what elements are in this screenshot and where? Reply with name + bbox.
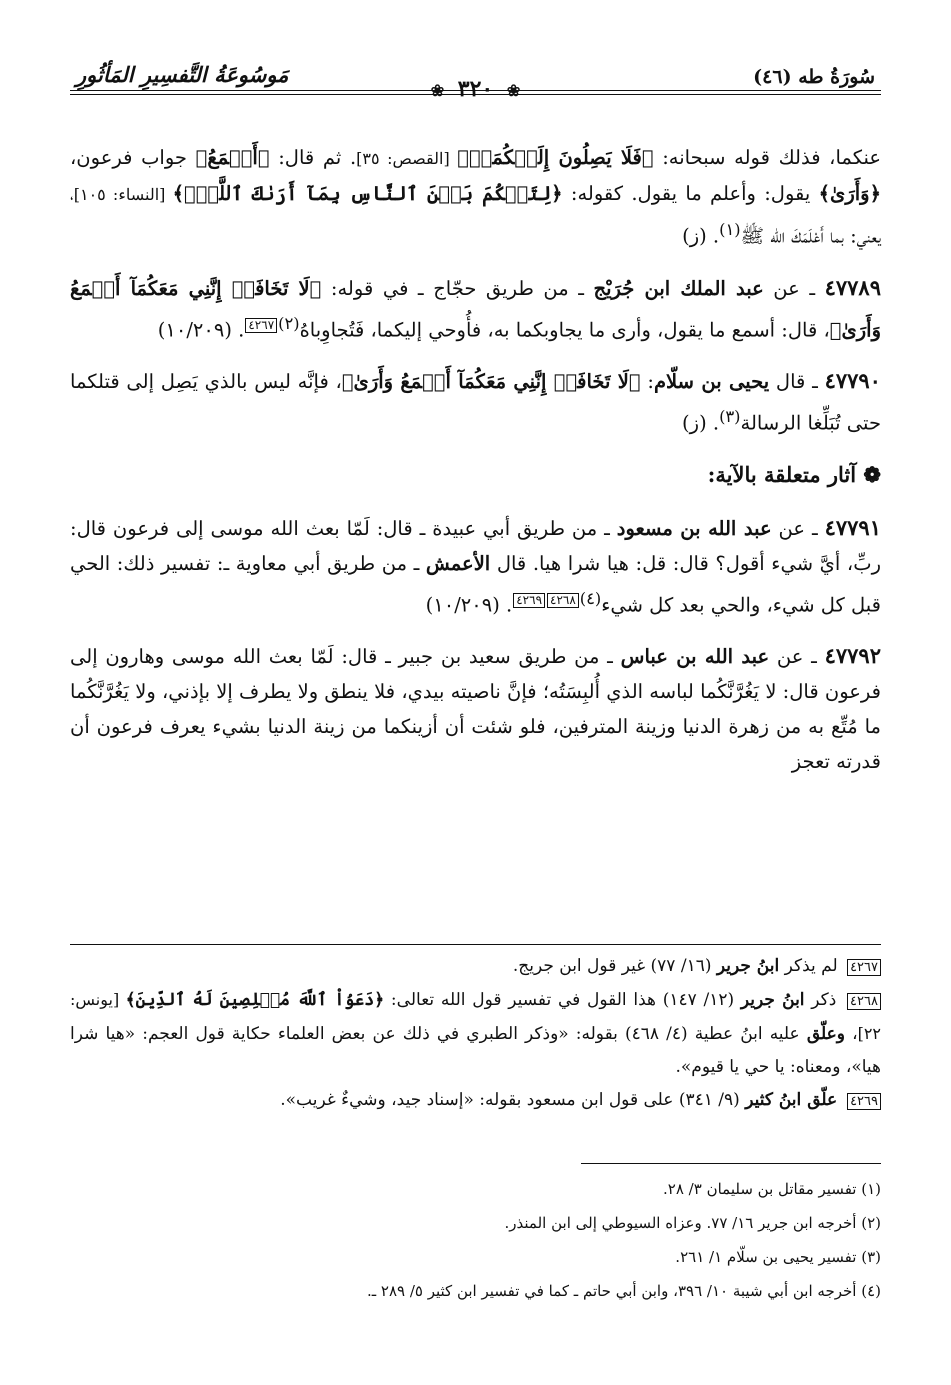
text: ـ عن [771,516,825,540]
main-text [70,140,881,795]
quran-quote: ﴿لَا تَخَافَآۖ إِنَّنِي مَعَكُمَآ أَسۡمَعُ وَأَرَىٰ﴾ [70,276,881,341]
header-rule [70,90,881,91]
text: ـ قال [769,370,825,393]
book-title: مَوسُوعَةُ التَّفسِيرِ المَأثُورِ [76,62,289,87]
quran-quote: ﴿وَأَرَىٰ﴾ [818,182,881,205]
ornament-icon: ❀ [506,81,521,100]
text: ـ من طريق سعيد بن جبير ـ قال: لَمّا بعث الله موسى وهارون إلى فرعون قال: لا يَغُرَّنَّكُما لباسه الذي أُلبِسَتُه؛ فإنَّ ناصيته بيدي، فلا ينطق ولا يطرف إلا بإذني، ولا يَغُرَّنَّكُما ما مُتِّع به من زهرة الدنيا وزينة المترفين، فلو شئت أن أزينكما من زينة الدنيا بشيء يعرف فرعون أن قدرته تعجز [70,645,881,773]
text: . ثم قال: [269,146,357,169]
text: ـ عن [763,276,825,300]
narrator-name: عبد الله بن عباس [620,645,770,668]
emphasis: علّق [807,1090,844,1110]
text: عليه ابنُ عطية (٤/ ٤٦٨) بقوله: «وذكر الطبري في ذلك عن بعض العلماء حكاية قول العجم: «هيا شرا هيا»، ومعناه: يا حي يا قيوم». [70,1024,881,1077]
text: ـ عن [769,645,825,668]
footnote-marker[interactable]: (٤) [579,588,602,608]
text: (٩/ ٣٤١) على قول ابن مسعود بقوله: «إسناد جيد، وشيءٌ غريب». [280,1090,746,1110]
quran-reference: [القصص: ٣٥] [356,149,458,168]
narration-47791 [70,510,881,623]
text: ، يعني: بما أَعْلَمَكَ الله ﷺ [70,182,881,248]
quran-reference: [النساء: ١٠٥] [73,185,173,204]
footnote-marker[interactable]: (٣) [719,407,741,426]
intro-paragraph [70,140,881,254]
narrator-name: الأعمش [425,551,491,575]
ornament-icon: ❀ [430,81,445,100]
note-ref-box[interactable]: ٤٢٦٨ [547,593,579,608]
text: . (ز) [682,411,720,435]
footnote: (٢) أخرجه ابن جرير ١٦/ ٧٧. وعزاه السيوطي إلى ابن المنذر. [504,1214,881,1232]
text: : [640,370,654,393]
footnotes [70,1172,881,1308]
text: . (ز) [682,224,720,248]
note-number-box: ٤٢٦٧ [847,959,881,976]
quran-quote: ﴿أَسۡمَعُ﴾ [195,146,270,169]
text: ـ من طريق أبي معاوية ـ: تفسير ذلك: الحي قبل كل شيء، والحي بعد كل شيء [70,551,881,616]
surah-title: سُورَةُ طه (٤٦) [753,66,875,88]
text: ـ من طريق حجّاج ـ في قوله: [321,276,594,300]
text: لم يذكر [779,956,844,976]
editor-notes [70,950,881,1117]
text: ذكر [804,990,844,1010]
quran-quote: ﴿دَعَوُاْ ٱللَّهَ مُخۡلِصِينَ لَهُ ٱلدِّينَ﴾ [125,990,385,1010]
text: ، فإنَّه ليس بالذي يَصِل إلى قتلكما حتى تُبَلِّغا الرسالة [70,370,881,435]
narrator-name: عبد الله بن مسعود [616,516,772,540]
note-ref-box[interactable]: ٤٢٦٧ [245,318,277,333]
footnote: (١) تفسير مقاتل بن سليمان ٣/ ٢٨. [663,1180,881,1198]
quran-quote: ﴿لَا تَخَافَآۖ إِنَّنِي مَعَكُمَآ أَسۡمَعُ وَأَرَىٰ﴾ [341,370,641,393]
note-4269 [70,1084,881,1117]
text: (١٢/ ١٤٧) هذا القول في تفسير قول الله تعالى: [384,990,741,1010]
footnotes-divider [581,1163,881,1164]
text: عنكما، فذلك قوله سبحانه: [653,146,881,169]
footnote-marker[interactable]: (١) [719,220,741,239]
footnote: (٣) تفسير يحيى بن سلّام ١/ ٢٦١. [675,1248,881,1266]
narration-number: ٤٧٧٩١ [824,514,881,540]
narration-number: ٤٧٧٨٩ [824,274,881,300]
notes-divider [70,944,881,945]
text: يقول: وأعلم ما يقول. كقوله: [562,182,819,205]
text: جواب فرعون، [70,146,196,169]
note-4268 [70,983,881,1084]
narration-number: ٤٧٧٩٠ [824,368,881,393]
header-rule-thin [70,94,881,95]
footnote-marker[interactable]: (٢) [278,313,300,333]
scholar-name: ابنُ جرير [716,956,780,976]
text: ، [844,1024,858,1044]
emphasis: وعلّق [806,1024,845,1044]
note-number-box: ٤٢٦٩ [847,1093,881,1110]
text: . (١٠/٢٠٩) [425,593,513,616]
quran-quote: ﴿فَلَا يَصِلُونَ إِلَيۡكُمَاۚ﴾ [457,146,654,169]
note-number-box: ٤٢٦٨ [847,993,881,1010]
scholar-name: ابنُ جرير [740,990,805,1010]
note-ref-box[interactable]: ٤٢٦٩ [513,593,545,608]
scholar-name: ابنُ كثير [745,1090,808,1110]
narrator-name: عبد الملك ابن جُرَيْج [593,276,764,300]
section-heading: ❁ آثار متعلقة بالآية: [707,461,881,487]
page-number: ٣٢٠ [457,76,494,102]
narrator-name: يحيى بن سلّام [653,370,770,393]
note-4267 [70,950,881,983]
page-header [70,56,881,102]
narration-number: ٤٧٧٩٢ [824,643,881,668]
narration-47789 [70,270,881,348]
text: ـ من طريق أبي عبيدة ـ قال: لَمّا بعث الله موسى إلى فرعون قال: ربِّ، أيَّ شيء أقول؟ قال: قل: هيا شرا هيا. قال [70,516,881,575]
narration-47792 [70,638,881,779]
text: (١٦/ ٧٧) غير قول ابن جريج. [512,956,717,976]
footnote: (٤) أخرجه ابن أبي شيبة ١٠/ ٣٩٦، وابن أبي حاتم ـ كما في تفسير ابن كثير ٥/ ٢٨٩ ـ. [366,1282,881,1300]
quran-reference: [يونس: ٢٢] [70,990,882,1043]
quran-quote: ﴿لِتَحۡكُمَ بَيۡنَ ٱلنَّاسِ بِمَآ أَرَىٰكَ ٱللَّهُۚ﴾ [172,182,563,205]
narration-47790 [70,363,881,441]
text: . (١٠/٢٠٩) [157,318,245,341]
text: ، قال: أسمع ما يقول، وأرى ما يجاوبكما به، فأُوحي إليكما، فَتُجاوِباهُ [299,318,830,341]
